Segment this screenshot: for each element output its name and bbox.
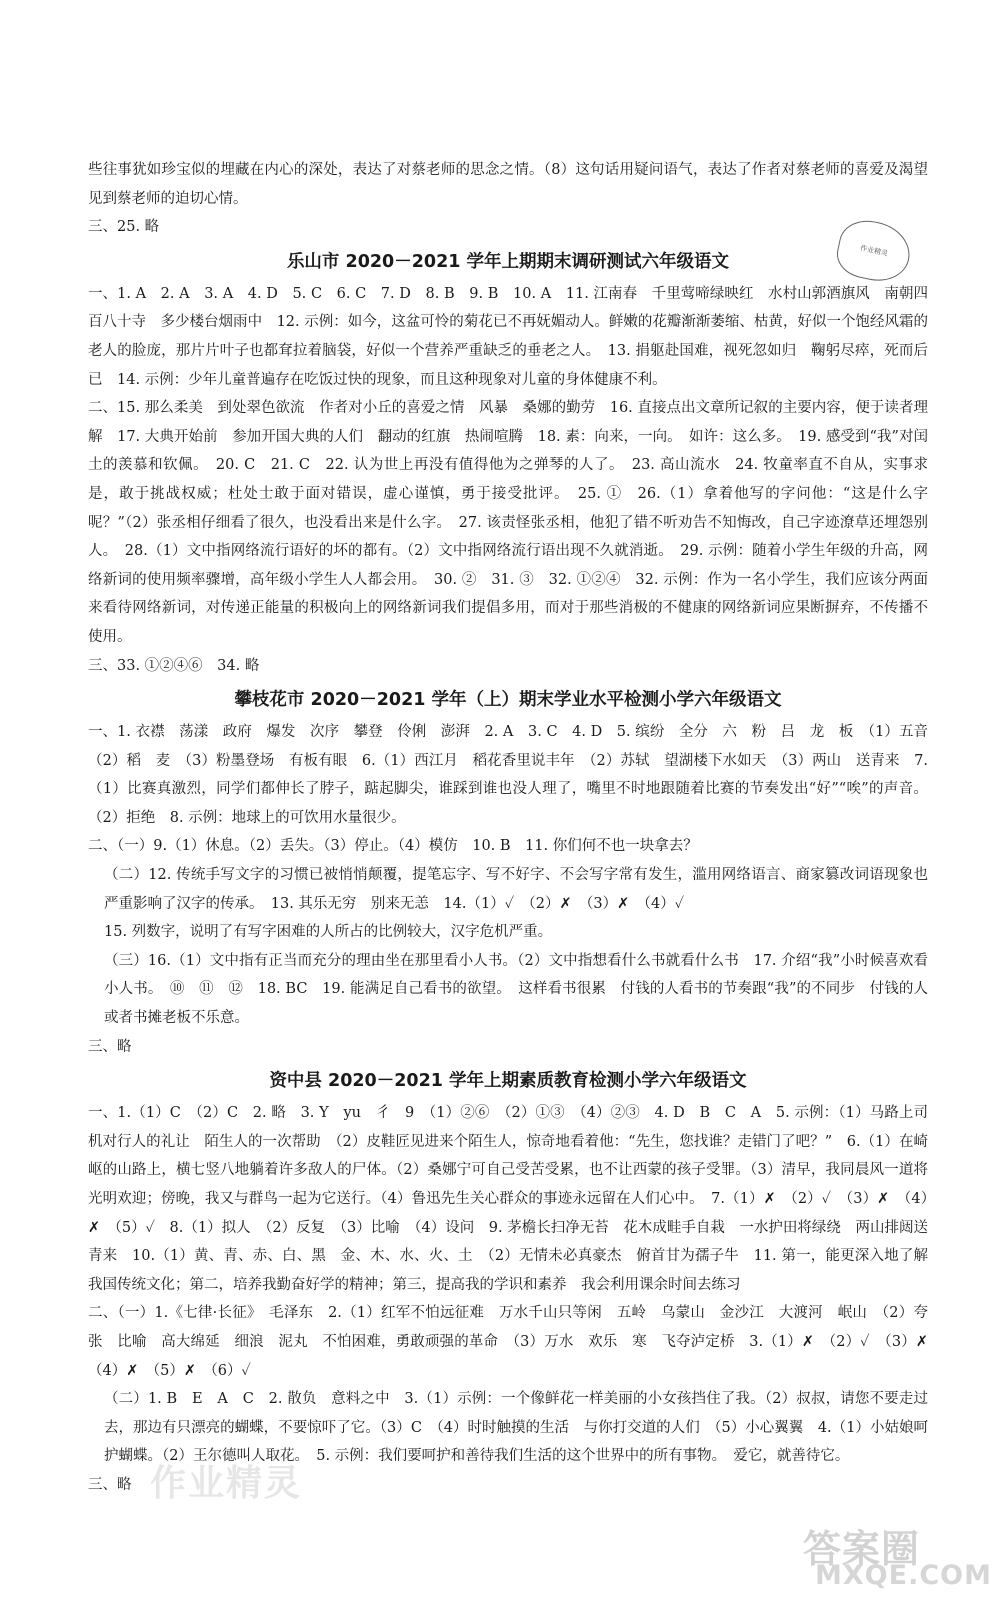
panzhihua-part-three: 三、略	[88, 1038, 132, 1055]
panzhihua-part-one: 一、1. 衣襟 荡漾 政府 爆发 次序 攀登 伶俐 澎湃 2. A 3. C 4. D 5. 缤纷 全分 六 粉 吕 龙 板 （1）五音 （2）稻 麦 （3）粉墨登场 有板有眼 6.（1）西江月 稻花香里说丰年 （2）苏轼 望湖楼下水如天 （3）两山 送青来 7.（1）比赛真激烈，同学们都伸长了脖子，踮起脚尖，谁踩到谁也没人理了，嘴里不时地跟随着比赛的节奏发出“好”“唉”的声音。（2）拒绝 8. 示例：地球上的可饮用水量很少。	[88, 724, 943, 826]
zizhong-part-two-b: （二）1. B E A C 2. 散负 意料之中 3.（1）示例：一个像鲜花一样美丽的小女孩挡住了我。（2）叔叔，请您不要走过去，那边有只漂亮的蝴蝶，不要惊吓了它。（3）C （4）时时触摸的生活 与你打交道的人们 （5）小心翼翼 4.（1）小姑娘呵护蝴蝶。（2）王尔德叫人取花。 5. 示例：我们要呵护和善待我们生活的这个世界中的所有事物。 爱它，就善待它。	[104, 1391, 928, 1465]
part-three-answer: 三、25. 略	[88, 219, 160, 236]
zizhong-part-one: 一、1.（1）C （2）C 2. 略 3. Y yu 彳 9 （1）②⑥ （2）①③ （4）②③ 4. D B C A 5. 示例：（1）马路上司机对行人的礼让 陌生人的一次帮助 （2）皮鞋匠见进来个陌生人，惊奇地看着他：“先生，您找谁？走错门了吧？” 6.（1）在崎岖的山路上，横七竖八地躺着许多敌人的尸体。（2）桑娜宁可自己受苦受累，也不让西蒙的孩子受罪。（3）清早，我同晨风一道将光明欢迎；傍晚，我又与群鸟一起为它送行。（4）鲁迅先生关心群众的事迹永远留在人们心中。 7.（1）✗ （2）✓ （3）✗ （4）✗ （5）✓ 8.（1）拟人 （2）反复 （3）比喻 （4）设问 9. 茅檐长扫净无苔 花木成畦手自栽 一水护田将绿绕 两山排闼送青来 10.（1）黄、青、赤、白、黑 金、木、水、火、土 （2）无情未必真豪杰 俯首甘为孺子牛 11. 第一，能更深入地了解我国传统文化；第二，培养我勤奋好学的精神；第三，提高我的学识和素养 我会利用课余时间去练习	[88, 1105, 928, 1293]
page-content	[88, 156, 943, 1500]
leshan-part-two: 二、15. 那么柔美 到处翠色欲流 作者对小丘的喜爱之情 风暴 桑娜的勤劳 16. 直接点出文章所记叙的主要内容，便于读者理解 17. 大典开始前 参加开国大典的人们 翻动的红旗 热闹喧腾 18. 素：向来，一向。 如许：这么多。 19. 感受到“我”对闰土的羡慕和钦佩。 20. C 21. C 22. 认为世上再没有值得他为之弹琴的人了。 23. 高山流水 24. 牧童率直不自从，实事求是，敢于挑战权威；杜处士敢于面对错误，虚心谨慎，勇于接受批评。 25. ① 26.（1）拿着他写的字问他：“这是什么字呢？”（2）张丞相仔细看了很久，也没看出来是什么字。 27. 该责怪张丞相，他犯了错不听劝告不知悔改，自己字迹潦草还埋怨别人。 28.（1）文中指网络流行语好的坏的都有。（2）文中指网络流行语出现不久就消逝。 29. 示例：随着小学生年级的升高，网络新词的使用频率骤增，高年级小学生人人都会用。 30. ② 31. ③ 32. ①②④ 32. 示例：作为一名小学生，我们应该分两面来看待网络新词，对传递正能量的积极向上的网络新词我们提倡多用，而对于那些消极的不健康的网络新词应果断摒弃，不传播不使用。	[88, 400, 928, 645]
watermark-url: MXQE.COM	[815, 1560, 992, 1591]
panzhihua-part-two-b: （二）12. 传统手写文字的习惯已被悄悄颠覆，提笔忘字、写不好字、不会写字常有发生，滥用网络语言、商家篡改词语现象也严重影响了汉字的传承。 13. 其乐无穷 别来无恙 14.（1）✓ （2）✗ （3）✗ （4）✓	[104, 867, 928, 912]
leshan-part-one: 一、1. A 2. A 3. A 4. D 5. C 6. C 7. D 8. B 9. B 10. A 11. 江南春 千里莺啼绿映红 水村山郭酒旗风 南朝四百八十寺 多少楼台烟雨中 12. 示例：如今，这盆可怜的菊花已不再妩媚动人。鲜嫩的花瓣渐渐萎缩、枯黄，好似一个饱经风霜的老人的脸庞，那片片叶子也都耷拉着脑袋，好似一个营养严重缺乏的垂老之人。 13. 捐躯赴国难，视死忽如归 鞠躬尽瘁，死而后已 14. 示例：少年儿童普遍存在吃饭过快的现象，而且这种现象对儿童的身体健康不利。	[88, 285, 928, 388]
watermark-text: 作业精灵	[150, 1463, 303, 1504]
zizhong-part-two-a: 二、（一）1.《七律·长征》 毛泽东 2.（1）红军不怕远征难 万水千山只等闲 五岭 乌蒙山 金沙江 大渡河 岷山 （2）夸张 比喻 高大绵延 细浪 泥丸 不怕困难，勇敢顽强的革命 （3）万水 欢乐 寒 飞夺泸定桥 3.（1）✗ （2）✓ （3）✗ （4）✗ （5）✗ （6）✓	[88, 1305, 943, 1379]
zizhong-part-three: 三、略	[88, 1476, 132, 1493]
watermark-logo: 答案圈	[803, 1527, 921, 1571]
section-title-leshan: 乐山市 2020－2021 学年上期期末调研测试六年级语文	[286, 251, 730, 272]
section-title-panzhihua: 攀枝花市 2020－2021 学年（上）期末学业水平检测小学六年级语文	[234, 690, 782, 711]
panzhihua-part-two-d: （三）16.（1）文中指有正当而充分的理由坐在那里看小人书。（2）文中指想看什么书就看什么书 17. 介绍“我”小时候喜欢看小人书。 ⑩ ⑪ ⑫ 18. BC 19. 能满足自己看书的欲望。 这样看书很累 付钱的人看书的节奏跟“我”的不同步 付钱的人或者书摊老板不乐意。	[104, 952, 928, 1027]
leshan-part-three: 三、33. ①②④⑥ 34. 略	[88, 657, 260, 674]
section-title-zizhong: 资中县 2020－2021 学年上期素质教育检测小学六年级语文	[269, 1071, 747, 1092]
heart-stamp: 作业精灵	[833, 215, 915, 287]
panzhihua-part-two-a: 二、（一）9.（1）休息。（2）丢失。（3）停止。（4）模仿 10. B 11. 你们何不也一块拿去？	[88, 838, 698, 855]
panzhihua-part-two-c: 15. 列数字，说明了有写字困难的人所占的比例较大，汉字危机严重。	[104, 924, 553, 941]
continued-paragraph: 些往事犹如珍宝似的埋藏在内心的深处，表达了对蔡老师的思念之情。（8）这句话用疑问语气，表达了作者对蔡老师的喜爱及渴望见到蔡老师的迫切心情。	[88, 162, 928, 207]
